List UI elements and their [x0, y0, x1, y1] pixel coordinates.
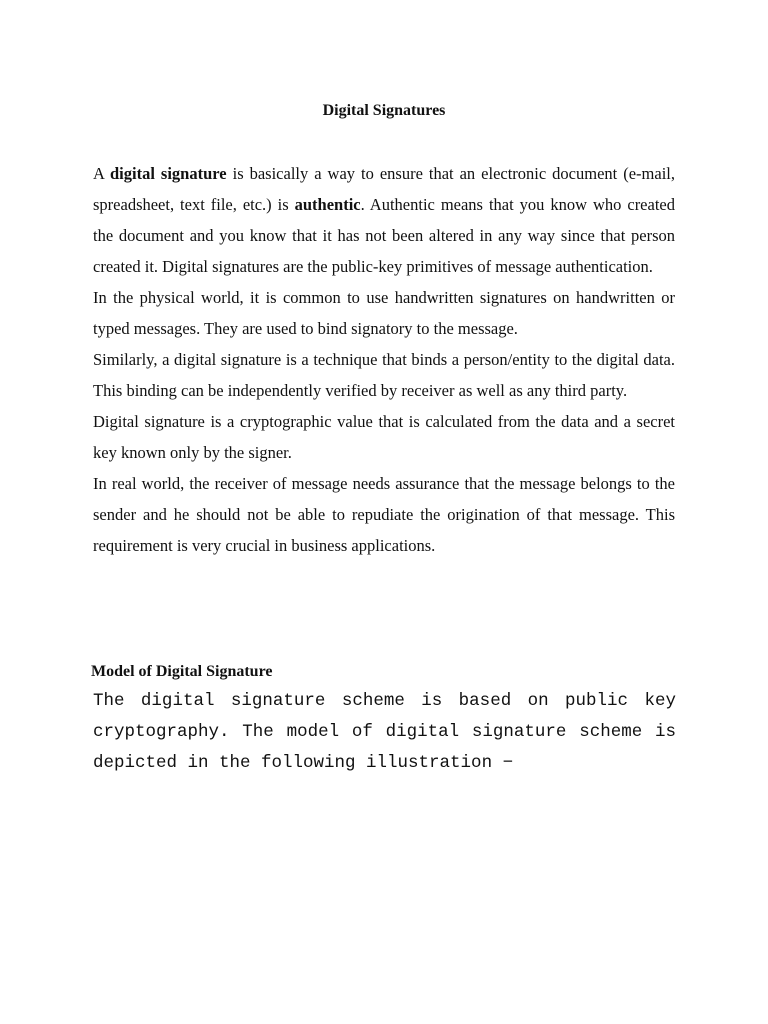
- paragraph-binding: Similarly, a digital signature is a technique that binds a person/entity to the digital data. This binding can be independently verified by receiver as well as any third party.: [93, 350, 675, 400]
- document-title: Digital Signatures: [322, 102, 446, 119]
- intro-text-3: . Authentic means that you know who created the document and you know that it has not been altered in any way since that person created it. Digital signatures are the public-key primitives of message authentication.: [93, 195, 675, 276]
- paragraph-physical-world: In the physical world, it is common to use handwritten signatures on handwritten or typed messages. They are used to bind signatory to the message.: [93, 288, 675, 338]
- section-heading: Model of Digital Signature: [91, 663, 273, 680]
- term-digital-signature: digital signature: [110, 164, 227, 183]
- intro-text-2: is basically a way to ensure that an electronic document (e-mail, spreadsheet, text file, etc.) is: [93, 164, 675, 214]
- document-body: [93, 158, 675, 561]
- term-authentic: authentic: [294, 195, 361, 214]
- intro-paragraph: [93, 158, 675, 282]
- section-text: The digital signature scheme is based on public key cryptography. The model of digital signature scheme is depicted in the following illustration −: [93, 691, 676, 773]
- paragraph-real-world: In real world, the receiver of message needs assurance that the message belongs to the sender and he should not be able to repudiate the origination of that message. This requirement is very crucial in business applications.: [93, 474, 675, 555]
- intro-text-1: A: [93, 164, 110, 183]
- paragraph-cryptographic-value: Digital signature is a cryptographic value that is calculated from the data and a secret key known only by the signer.: [93, 412, 675, 462]
